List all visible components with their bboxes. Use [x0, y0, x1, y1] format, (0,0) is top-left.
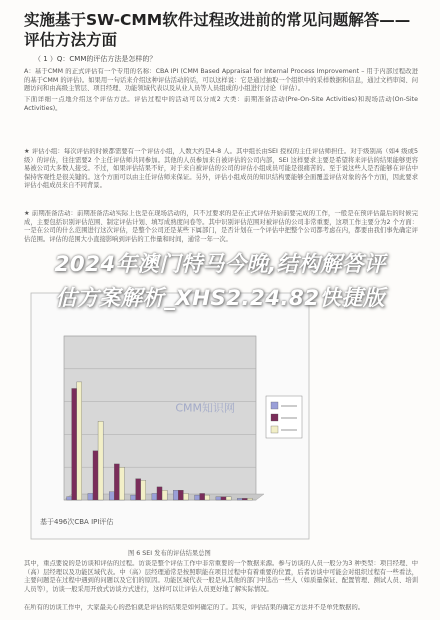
- bar: [178, 490, 183, 500]
- question-text: （ 1 ）Q：CMM的评估方法是怎样的？: [34, 55, 157, 63]
- bar: [77, 382, 82, 500]
- bar: [242, 498, 247, 500]
- legend-swatch: [271, 426, 278, 433]
- paragraph-appraisal-team: ★ 评估小组：每次评估的时候都需要有一个评估小组，人数大约是4-8 人。其中组长由SEI 授权的主任评估师担任。对于级别高（如4 级或5 级）的评估，往往需要2 个主任评估师共同参加。其他的人员参加来自被评估的公司内部，SEI 这样要求主要是希望将来评估的结果能够更容易被公司大多数人接受。不过，如果评估结果不好，对于来自被评估的公司的评估小组成员可能是很痛苦的。至于说这些人是否能够在评估中保持客观性是很关键的。这个方面可以由主任评估师来保证。另外，评估小组成员的知识结构要能够全面覆盖评估对象的各个方面，因此要求评估小组成员来自不同背景。: [24, 148, 418, 190]
- bar: [183, 493, 188, 500]
- watermark-overlay: [0, 248, 440, 316]
- paragraph-results: 在所有的访谈工作中，大家最关心的恐怕就是评估的结果是如何确定的了。其实，评估结果的确定方法并不是单凭数据的。: [24, 604, 365, 611]
- bar: [195, 495, 200, 500]
- paragraph-answer-intro: A：基于CMM 的正式评估有一个专用的名称：CBA IPI (CMM Based Appraisal for Internal Process Improvement – 用于内部过程改进的基于CMM 的评估)。如果用一句话来介绍这种评估活动的话，可以这样说：它是通过抽取一个组织中的采样数据和信息，通过文档审阅、问题访问和由高级主管层、项目经理、功能领域代表以及从业人员等人员组成的小组进行讨论（评估）。: [24, 68, 418, 93]
- figure-caption: 图 6 SEI 发布的评估结果总图: [128, 550, 211, 557]
- bar: [237, 498, 242, 500]
- chart-watermark-text: CMM知识网: [175, 401, 236, 415]
- bar: [157, 487, 162, 500]
- bar: [162, 490, 167, 500]
- bar: [152, 493, 157, 500]
- overlay-line-2: 估方案解析_XHS2.24.82快捷版: [55, 286, 385, 311]
- chart-footer-label: 基于496次CBA IPI评估: [40, 518, 114, 526]
- bar: [136, 479, 141, 500]
- paragraph-pre-onsite: ★ 前期准备活动：前期准备活动实际上也是在现场活动的，只不过要求的是在正式评估开始前要完成的工作，一般是在预评估最后的时候完成，主要包括识别评估范围、制定评估计划、填写成熟度问卷等。其中识别评估范围对被评估的公司非常重要，这项工作主要分为2 个方面：一是在公司的什么范围进行这次评估，是整个公司还是某些下属部门，是否计划在一个评估中把整个公司都考虑在内，都要由我们事先确定评估范围。评估的范围大小直接影响到评估的工作量和时间，通常一年一次。: [24, 210, 418, 243]
- bar: [221, 497, 226, 500]
- bar: [119, 467, 124, 500]
- bar: [98, 421, 103, 500]
- plot-area: [64, 336, 256, 500]
- bar: [72, 388, 77, 500]
- bar: [109, 492, 114, 500]
- bar: [141, 480, 146, 500]
- bar: [67, 497, 72, 500]
- paragraph-interviews: 其中，重点要说的是访谈和评估的过程。访谈是整个评估工作中非常重要的一个数据来源。参与访谈的人员一般分为3 种类型：项目经理、中（高）层经理以及功能区域代表。中（高）层经理通常是按照职能在项目过程中有着重要的位置，后者访谈中可能会对组织过程有一些看法，主要问题是在过程中遇到的问题以及它们的原因。功能区域代表一般是从其他的部门中选出一些人（如质量保证、配置管理、测试人员、培训人员等），访谈一般采用开放式访谈方式进行，这样可以让评估人员更好地了解实际情况。: [24, 560, 418, 593]
- bar-chart: [30, 292, 310, 540]
- bar: [114, 464, 119, 500]
- bar: [173, 490, 178, 500]
- bar: [205, 495, 210, 500]
- bar: [131, 495, 136, 500]
- page-title: 实施基于SW-CMM软件过程改进前的常见问题解答——评估方法方面: [24, 11, 411, 49]
- legend-swatch: [271, 402, 278, 409]
- bar: [216, 497, 221, 500]
- overlay-line-1: 2024年澳门特马今晚,结构解答评: [54, 252, 386, 277]
- paragraph-activity-types: 下面详细一点地介绍这个评估方法。评估过程中的活动可以分成2 大类：前期准备活动(Pre-On-Site Activities)和现场活动(On-Site Activities)。: [24, 96, 418, 112]
- bar: [247, 498, 252, 500]
- legend-swatch: [271, 414, 278, 421]
- bar: [93, 451, 98, 500]
- bar: [88, 493, 93, 500]
- bar: [226, 497, 231, 500]
- bar: [200, 493, 205, 500]
